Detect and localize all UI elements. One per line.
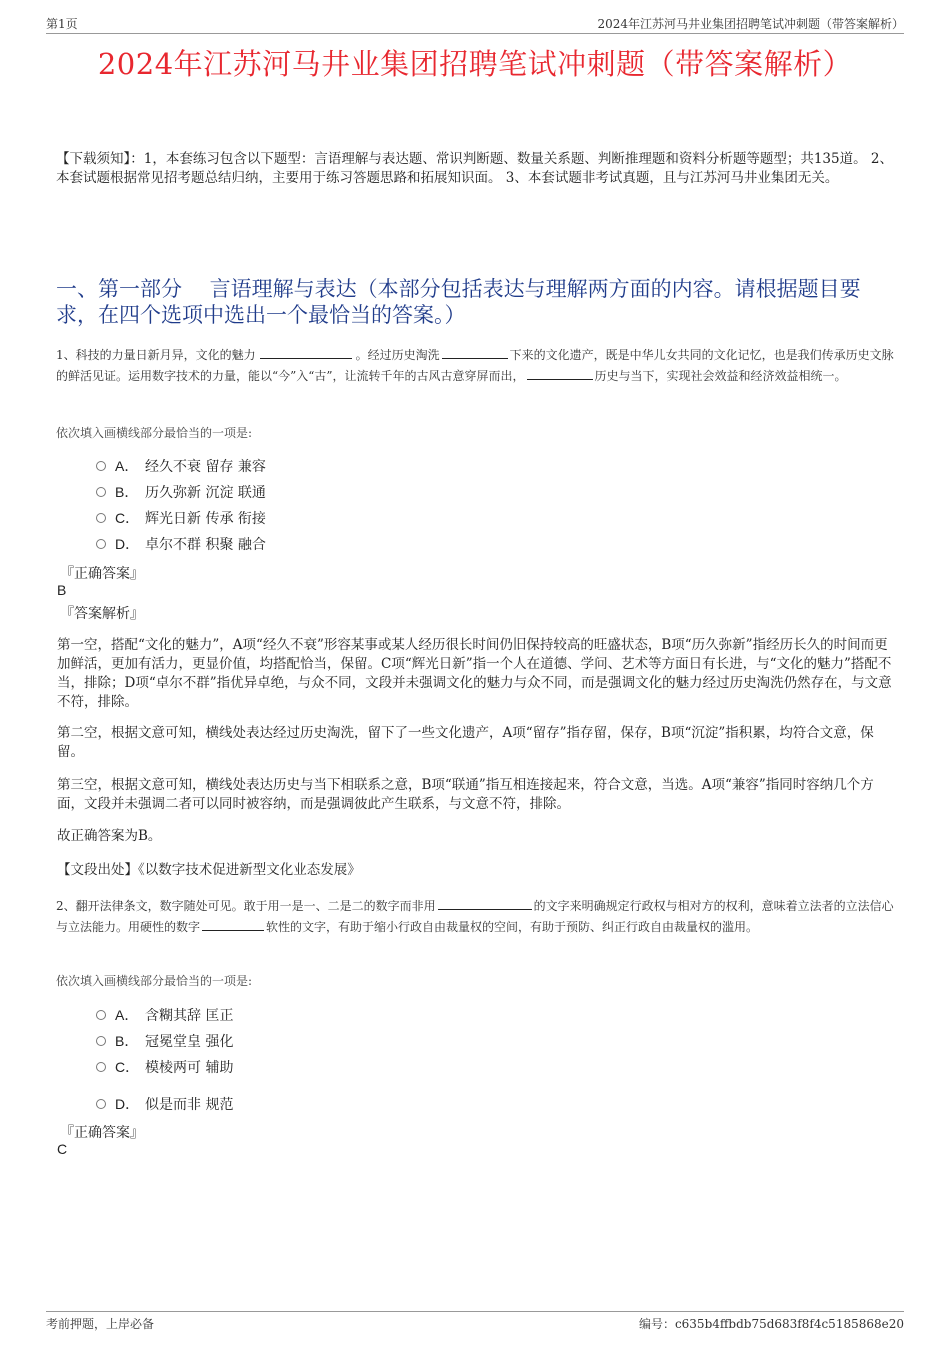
- radio-icon[interactable]: [96, 461, 106, 471]
- blank-1: [438, 897, 532, 910]
- page-footer: [46, 1311, 904, 1332]
- question-1-stem: [56, 345, 901, 387]
- analysis-paragraph-1: 第一空，搭配“文化的魅力”，A项“经久不衰”形容某事或某人经历很长时间仍旧保持较高的旺盛状态，B项“历久弥新”指经历长久的时间而更加鲜活，更加有活力，更显价值，均搭配恰当，保留。C项“辉光日新”指一个人在道德、学问、艺术等方面日有长进，与“文化的魅力”搭配不当，排除；D项“卓尔不群”指优异卓绝，与众不同，文段并未强调文化的魅力与众不同，而是强调文化的魅力经过历史淘洗仍然存在，与文意不符，排除。: [57, 637, 892, 710]
- question-2-answer-label: 『正确答案』: [60, 1125, 144, 1141]
- page-header: [46, 15, 904, 34]
- question-1-text-4: 历史与当下，实现社会效益和经济效益相统一。: [594, 369, 847, 383]
- question-1-analysis-label: 『答案解析』: [60, 606, 144, 622]
- header-doc-name: 2024年江苏河马井业集团招聘笔试冲刺题（带答案解析）: [597, 17, 904, 31]
- page-number: 第1页: [46, 17, 78, 31]
- question-1-option-d[interactable]: D． 卓尔不群 积聚 融合: [96, 534, 266, 554]
- radio-icon[interactable]: [96, 1099, 106, 1109]
- blank-2: [442, 346, 508, 359]
- question-1-text-2: 。经过历史淘洗: [355, 348, 440, 362]
- question-2-text-2: 的文字来明确规定行政权与相对方的权利，意味着立法者的立法信心与立法能力。用硬性的数字: [56, 899, 894, 934]
- question-2-text-1: 2、翻开法律条文，数字随处可见。敢于用一是一、二是二的数字而非用: [56, 899, 436, 913]
- question-2-answer: C: [57, 1141, 68, 1157]
- question-2-text-3: 软性的文字，有助于缩小行政自由裁量权的空间，有助于预防、纠正行政自由裁量权的滥用。: [266, 920, 759, 934]
- radio-icon[interactable]: [96, 1062, 106, 1072]
- question-2-prompt: 依次填入画横线部分最恰当的一项是:: [56, 974, 253, 988]
- analysis-paragraph-3: 第三空，根据文意可知，横线处表达历史与当下相联系之意，B项“联通”指互相连接起来，符合文意，当选。A项“兼容”指同时容纳几个方面，文段并未强调二者可以同时被容纳，而是强调彼此产生联系，与文意不符，排除。: [57, 777, 874, 812]
- question-1-answer-label: 『正确答案』: [60, 566, 144, 582]
- question-1-source: 【文段出处】《以数字技术促进新型文化业态发展》: [57, 862, 361, 878]
- question-1-option-b[interactable]: B． 历久弥新 沉淀 联通: [96, 482, 266, 502]
- radio-icon[interactable]: [96, 513, 106, 523]
- download-notice: 【下载须知】：1，本套练习包含以下题型：言语理解与表达题、常识判断题、数量关系题、判断推理题和资料分析题等题型；共135道。 2、本套试题根据常见招考题总结归纳，主要用于练习答题思路和拓展知识面。 3、本套试题非考试真题，且与江苏河马井业集团无关。: [56, 151, 893, 186]
- footer-slogan: 考前押题，上岸必备: [46, 1317, 155, 1331]
- document-title: 2024年江苏河马井业集团招聘笔试冲刺题（带答案解析）: [97, 47, 853, 81]
- blank-1: [260, 346, 352, 359]
- question-2-stem: [56, 896, 901, 938]
- radio-icon[interactable]: [96, 539, 106, 549]
- analysis-paragraph-2: 第二空，根据文意可知，横线处表达经过历史淘洗，留下了一些文化遗产，A项“留存”指存留，保存，B项“沉淀”指积累，均符合文意，保留。: [57, 725, 874, 760]
- radio-icon[interactable]: [96, 1010, 106, 1020]
- radio-icon[interactable]: [96, 487, 106, 497]
- blank-2: [202, 918, 264, 931]
- question-2-option-a[interactable]: A． 含糊其辞 匡正: [96, 1005, 233, 1025]
- analysis-conclusion: 故正确答案为B。: [57, 828, 162, 844]
- question-1-answer: B: [57, 582, 67, 598]
- section-title: 一、第一部分 言语理解与表达（本部分包括表达与理解两方面的内容。请根据题目要求，在四个选项中选出一个最恰当的答案。）: [56, 277, 861, 327]
- question-1-prompt: 依次填入画横线部分最恰当的一项是:: [56, 426, 253, 440]
- question-2-option-d[interactable]: D． 似是而非 规范: [96, 1094, 233, 1114]
- question-1-text-1: 1、科技的力量日新月异，文化的魅力: [56, 348, 256, 362]
- question-2-option-c[interactable]: C． 模棱两可 辅助: [96, 1057, 233, 1077]
- question-1-option-a[interactable]: A． 经久不衰 留存 兼容: [96, 456, 266, 476]
- footer-doc-id: 编号：c635b4ffbdb75d683f8f4c5185868e20: [638, 1317, 904, 1331]
- radio-icon[interactable]: [96, 1036, 106, 1046]
- question-1-option-c[interactable]: C． 辉光日新 传承 衔接: [96, 508, 266, 528]
- question-2-option-b[interactable]: B． 冠冕堂皇 强化: [96, 1031, 233, 1051]
- blank-3: [527, 367, 593, 380]
- question-1-text-3: 下来的文化遗产，既是中华儿女共同的文化记忆，也是我们传承历史文脉的鲜活见证。运用数字技术的力量，能以“今”入“古”，让流转千年的古风古意穿屏而出，: [56, 348, 894, 383]
